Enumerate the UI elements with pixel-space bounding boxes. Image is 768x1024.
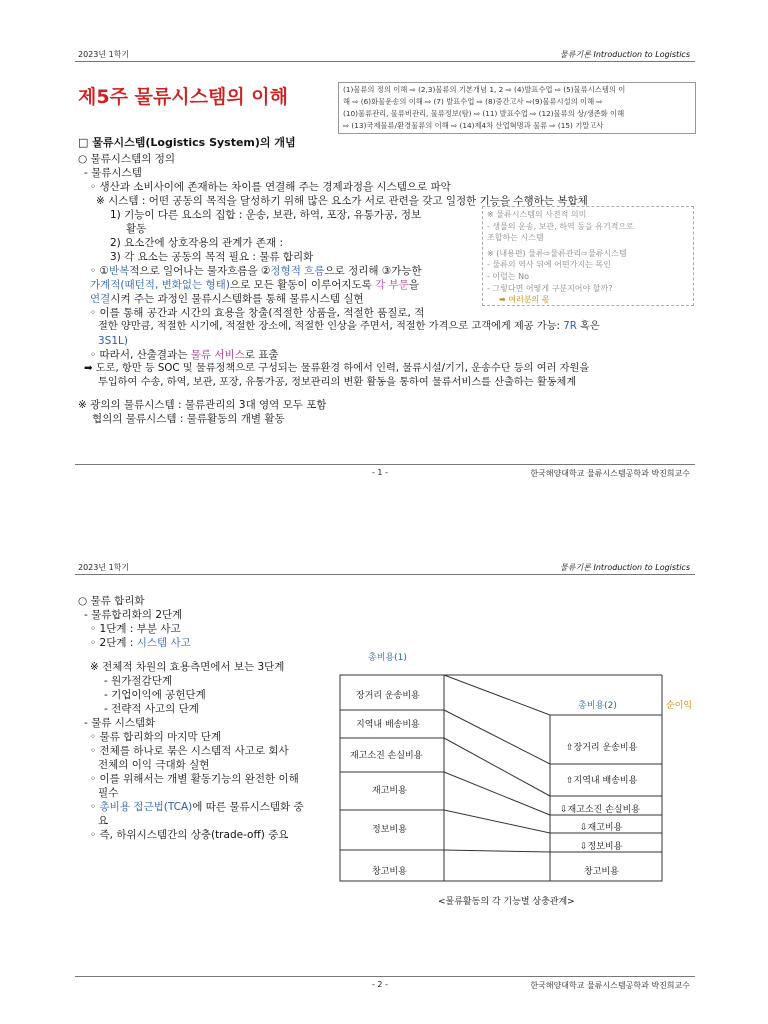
connector-line bbox=[444, 810, 550, 833]
right-cost-item: ⇧지역내 배송비용 bbox=[566, 776, 638, 786]
text-line: - 물류시스템 bbox=[84, 167, 142, 179]
text-line: ◦ 전체를 하나로 묶은 시스템적 사고로 회사 bbox=[90, 745, 289, 757]
nav-line: ⇨ (13)국제물류/환경물류의 이해 ⇨ (14)제4차 산업혁명과 물류 ⇨ (15) 기말고사 bbox=[343, 121, 604, 130]
text-line: - 물류 시스템화 bbox=[84, 717, 156, 729]
left-cost-item: 재고비용 bbox=[372, 786, 407, 796]
side-note-box bbox=[482, 206, 694, 306]
page1-header-left: 2023년 1학기 bbox=[78, 50, 130, 59]
text-line: ◦ 따라서, 산출결과는 물류 서비스로 표출 bbox=[90, 349, 279, 361]
connector-line bbox=[444, 850, 550, 852]
text-line: ◦ ①반복적으로 일어나는 물자흐름을 ②정형적 흐름으로 정리해 ③가능한 bbox=[90, 265, 422, 277]
text-line: 협의의 물류시스템 : 물류활동의 개별 활동 bbox=[92, 413, 285, 425]
side-note-line: - 물류의 역사 뒤에 어떤가지는 목인 bbox=[487, 260, 611, 270]
connector-line bbox=[444, 772, 550, 815]
right-cost-item: ⇩정보비용 bbox=[580, 842, 623, 852]
page2-header-rule bbox=[75, 574, 695, 575]
connector-line bbox=[444, 675, 550, 715]
text-line: 투입하여 수송, 하역, 보관, 포장, 유통가공, 정보관리의 변환 활동을 통하여 물류서비스를 산출하는 활동체계 bbox=[98, 377, 577, 388]
text-line: ※ 시스템 : 어떤 공동의 목적을 달성하기 위해 많은 요소가 서로 관련을 갖고 일정한 기능을 수행하는 복합체 bbox=[96, 195, 588, 207]
text-line: ○ 물류시스템의 정의 bbox=[78, 153, 175, 165]
text-line: 가계적(때턴적, 변화없는 형태)으로 모든 활동이 이루어지도록 각 부문을 bbox=[90, 279, 420, 291]
text-line: 요 bbox=[98, 815, 109, 827]
right-cost-item: ⇧장거리 운송비용 bbox=[566, 743, 638, 753]
text-line: ◦ 이를 위해서는 개별 활동기능의 완전한 이해 bbox=[90, 773, 299, 785]
text-line: 활동 bbox=[126, 223, 147, 235]
page1-footer-page: - 1 - bbox=[372, 468, 388, 477]
text-line: ◦ 생산과 소비사이에 존재하는 차이를 연결해 주는 경제과정을 시스템으로 파악 bbox=[90, 181, 451, 193]
text-line: ➡ 도로, 항만 등 SOC 및 물류정책으로 구성되는 물류환경 하에서 인력, 물류시설/기기, 운송수단 등의 여러 자원을 bbox=[84, 363, 590, 374]
text-line: ◦ 총비용 접근법(TCA)에 따른 물류시스템화 중 bbox=[90, 801, 304, 813]
text-line: 3S1L) bbox=[98, 335, 128, 347]
text-line: ◦ 이를 통해 공간과 시간의 효용을 창출(적절한 상품을, 적절한 품질로, 적 bbox=[90, 307, 425, 319]
text-line: ◦ 2단계 : 시스템 사고 bbox=[90, 637, 191, 649]
text-line: ※ 전체적 차원의 효용측면에서 보는 3단계 bbox=[90, 661, 285, 673]
nav-line: (1)물류의 정의 이해 ⇨ (2,3)물류의 기본개념 1, 2 ⇨ (4)발표수업 ⇨ (5)물류시스템의 이 bbox=[343, 85, 626, 94]
left-cost-item: 창고비용 bbox=[372, 867, 407, 877]
text-line: 전체의 이익 극대화 실현 bbox=[98, 759, 210, 771]
page2-header-left: 2023년 1학기 bbox=[78, 563, 130, 572]
page2-footer-rule bbox=[75, 976, 695, 977]
text-line: - 원가절감단계 bbox=[104, 675, 172, 687]
nav-line: (10)물류관리, 물류비관리, 물류정보(탐) ⇨ (11) 발표수업 ⇨ (12)물류의 상/생존화 이해 bbox=[343, 109, 625, 118]
page2-header-right: 물류기론 Introduction to Logistics bbox=[560, 563, 690, 572]
text-line: ○ 물류 합리화 bbox=[78, 595, 145, 607]
text-line: ◦ 1단계 : 부분 사고 bbox=[90, 623, 181, 635]
side-note-line: - 이럴는 No bbox=[487, 271, 530, 281]
page1-header-right: 물류기론 Introduction to Logistics bbox=[560, 50, 690, 59]
right-cost-item: ⇩재고비용 bbox=[580, 823, 623, 833]
text-line: ◦ 즉, 하위시스템간의 상충(trade-off) 중요 bbox=[90, 829, 289, 841]
text-line: 2) 요소간에 상호작용의 관계가 존재 : bbox=[110, 237, 284, 249]
total-cost-2-label: 총비용(2) bbox=[578, 701, 617, 711]
text-line: 절한 양만큼, 적절한 시기에, 적절한 장소에, 적절한 인상을 주면서, 적절한 가격으로 고객에게 제공 가능: 7R 혹은 bbox=[98, 321, 600, 332]
text-line: - 물류합리화의 2단계 bbox=[84, 609, 183, 621]
nav-line: 해 ⇨ (6)화물운송의 이해 ⇨ (7) 발표수업 ⇨ (8)중간고사 ⇨(9)물류시설의 이해 ⇨ bbox=[343, 97, 603, 106]
text-line: ※ 광의의 물류시스템 : 물류관리의 3대 영역 모두 포함 bbox=[78, 399, 327, 411]
page1-footer-rule bbox=[75, 464, 695, 465]
course-nav-box bbox=[338, 82, 696, 134]
page1-footer-right: 한국해양대학교 물류시스템공학과 박진희교수 bbox=[530, 469, 690, 478]
left-cost-item: 정보비용 bbox=[372, 825, 407, 835]
page2-footer-right: 한국해양대학교 물류시스템공학과 박진희교수 bbox=[530, 981, 690, 990]
total-cost-1-label: 총비용(1) bbox=[368, 653, 407, 663]
side-note-line: - 생물의 운송, 보관, 하역 등을 유기적으로 bbox=[487, 221, 634, 231]
page-title: 제5주 물류시스템의 이해 bbox=[78, 86, 288, 108]
page2-footer-page: - 2 - bbox=[372, 980, 388, 989]
side-note-line: ※ 물류시스템의 사전적 의미 bbox=[487, 210, 587, 219]
side-note-line: ※ (내용편) 물류⇨물류관리⇨물류시스템 bbox=[487, 248, 627, 258]
text-line: 연결시켜 주는 과정인 물류시스템화를 통해 물류시스템 실현 bbox=[90, 293, 364, 305]
page1-header-rule bbox=[75, 61, 695, 62]
right-cost-item: ⇩재고소진 손실비용 bbox=[560, 805, 640, 815]
text-line: - 기업이익에 공헌단계 bbox=[104, 689, 206, 701]
side-note-answer: ➡ 여러분의 몫 bbox=[499, 295, 550, 305]
text-line: 필수 bbox=[98, 787, 119, 799]
side-note-line: - 그렇다면 어떻게 구분지어야 할까? bbox=[487, 283, 613, 293]
text-line: 1) 기능이 다른 요소의 집합 : 운송, 보관, 하역, 포장, 유통가공, 정보 bbox=[110, 209, 422, 221]
right-cost-item: 창고비용 bbox=[584, 867, 619, 877]
left-cost-item: 지역내 배송비용 bbox=[356, 720, 420, 730]
profit-label: 순이익 bbox=[666, 701, 693, 711]
connector-line bbox=[444, 738, 550, 796]
connector-line bbox=[444, 710, 550, 764]
left-cost-item: 장거리 운송비용 bbox=[356, 691, 420, 701]
side-note-line: 조합하는 시스템 bbox=[487, 233, 544, 243]
text-line: - 전략적 사고의 단계 bbox=[104, 703, 199, 715]
section-title: □ 물류시스템(Logistics System)의 개념 bbox=[78, 136, 296, 149]
text-line: 3) 각 요소는 공동의 목적 필요 : 물류 합리화 bbox=[110, 251, 314, 263]
left-cost-item: 재고소진 손실비용 bbox=[350, 751, 423, 761]
text-line: ◦ 물류 합리화의 마지막 단계 bbox=[90, 731, 222, 743]
diagram-caption: <물류활동의 각 기능별 상충관계> bbox=[438, 897, 575, 907]
